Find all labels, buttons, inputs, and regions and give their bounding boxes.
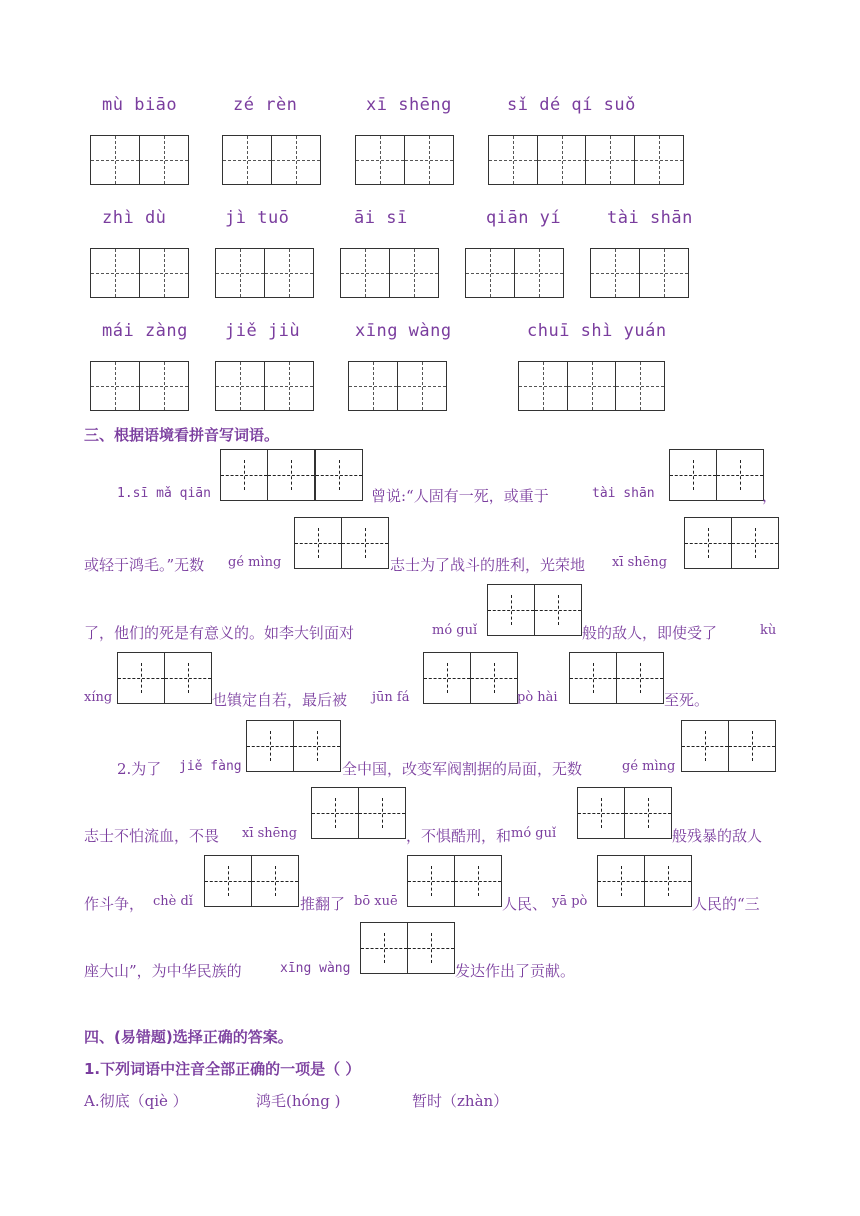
answer-box-group[interactable] [222,135,321,185]
pinyin-inline: jiě fàng [179,759,242,774]
text-segment: 般的敌人，即使受了 [582,624,718,642]
answer-box-group[interactable] [518,361,665,411]
pinyin-label: āi sī [354,208,408,228]
answer-box-group[interactable] [569,652,664,704]
answer-box-group[interactable] [684,517,779,569]
pinyin-inline: bō xuē [354,894,398,909]
answer-box-group[interactable] [204,855,299,907]
option-a-word-3: 暂时（zhàn） [412,1092,509,1110]
answer-box-group[interactable] [340,248,439,298]
answer-box-group[interactable] [590,248,689,298]
answer-box-group[interactable] [117,652,212,704]
option-a-word-2: 鸿毛(hóng ) [256,1092,341,1110]
pinyin-inline: xī shēng [242,826,298,841]
text-segment: 推翻了 [300,895,346,913]
pinyin-inline: xíng [84,690,113,705]
text-segment: 志士不怕流血，不畏 [84,827,220,845]
text-segment: 般残暴的敌人 [672,827,763,845]
answer-box-group[interactable] [488,135,684,185]
answer-box-group[interactable] [465,248,564,298]
pinyin-inline: xī shēng [612,555,668,570]
answer-box-group[interactable] [90,361,189,411]
answer-box-group[interactable] [90,135,189,185]
text-segment: 至死。 [664,691,710,709]
text-segment: 人民的“三 [692,895,760,913]
pinyin-label: tài shān [607,208,693,228]
answer-box-group[interactable] [348,361,447,411]
pinyin-label: chuī shì yuán [527,321,667,341]
answer-box-group[interactable] [246,720,341,772]
question-text: 1.下列词语中注音全部正确的一项是（ ） [84,1060,361,1078]
answer-box-group[interactable] [407,855,502,907]
pinyin-inline: yā pò [552,894,588,909]
pinyin-inline: gé mìng [228,555,282,570]
answer-box-group[interactable] [315,449,363,501]
pinyin-inline: gé mìng [622,759,676,774]
pinyin-inline: 1.sī mǎ qiān [117,486,211,501]
pinyin-inline: xīng wàng [280,961,351,976]
text-segment: 了，他们的死是有意义的。如李大钊面对 [84,624,355,642]
answer-box-group[interactable] [355,135,454,185]
answer-box-group[interactable] [577,787,672,839]
text-segment: 全中国，改变军阀割据的局面，无数 [342,760,583,778]
answer-box-group[interactable] [90,248,189,298]
pinyin-label: zhì dù [102,208,167,228]
text-segment: ，不惧酷刑，和 [406,827,512,845]
answer-box-group[interactable] [215,361,314,411]
pinyin-label: qiān yí [486,208,562,228]
pinyin-inline: kù [760,623,777,638]
pinyin-label: xīng wàng [355,321,452,341]
text-segment: 曾说:“人固有一死，或重于 [371,487,549,505]
text-segment: 或轻于鸿毛。”无数 [84,556,205,574]
pinyin-inline: mó guǐ [511,826,557,841]
text-segment: 作斗争， [84,895,145,913]
answer-box-group[interactable] [669,449,764,501]
pinyin-label: mù biāo [102,95,178,115]
section-heading: 三、根据语境看拼音写词语。 [84,426,280,444]
pinyin-inline: chè dǐ [153,894,193,909]
pinyin-label: jì tuō [225,208,290,228]
text-segment: ， [762,487,778,505]
section-heading: 四、(易错题)选择正确的答案。 [84,1028,293,1046]
text-segment: 座大山”，为中华民族的 [84,962,242,980]
text-segment: 志士为了战斗的胜利，光荣地 [390,556,586,574]
pinyin-inline: jūn fá [372,690,410,705]
answer-box-group[interactable] [423,652,518,704]
pinyin-label: xī shēng [366,95,452,115]
text-segment: 2.为了 [117,760,162,778]
text-segment: 人民、 [502,895,548,913]
answer-box-group[interactable] [311,787,406,839]
answer-box-group[interactable] [294,517,389,569]
option-a[interactable]: A.彻底（qiè ） [84,1092,188,1110]
answer-box-group[interactable] [360,922,455,974]
answer-box-group[interactable] [220,449,315,501]
text-segment: 也镇定自若，最后被 [212,691,348,709]
text-segment: 发达作出了贡献。 [455,962,576,980]
pinyin-label: sǐ dé qí suǒ [507,95,636,115]
pinyin-label: mái zàng [102,321,188,341]
pinyin-label: zé rèn [233,95,298,115]
pinyin-inline: tài shān [592,486,655,501]
answer-box-group[interactable] [681,720,776,772]
answer-box-group[interactable] [215,248,314,298]
pinyin-inline: pò hài [517,690,558,705]
pinyin-label: jiě jiù [225,321,301,341]
answer-box-group[interactable] [597,855,692,907]
answer-box-group[interactable] [487,584,582,636]
pinyin-inline: mó guǐ [432,623,478,638]
